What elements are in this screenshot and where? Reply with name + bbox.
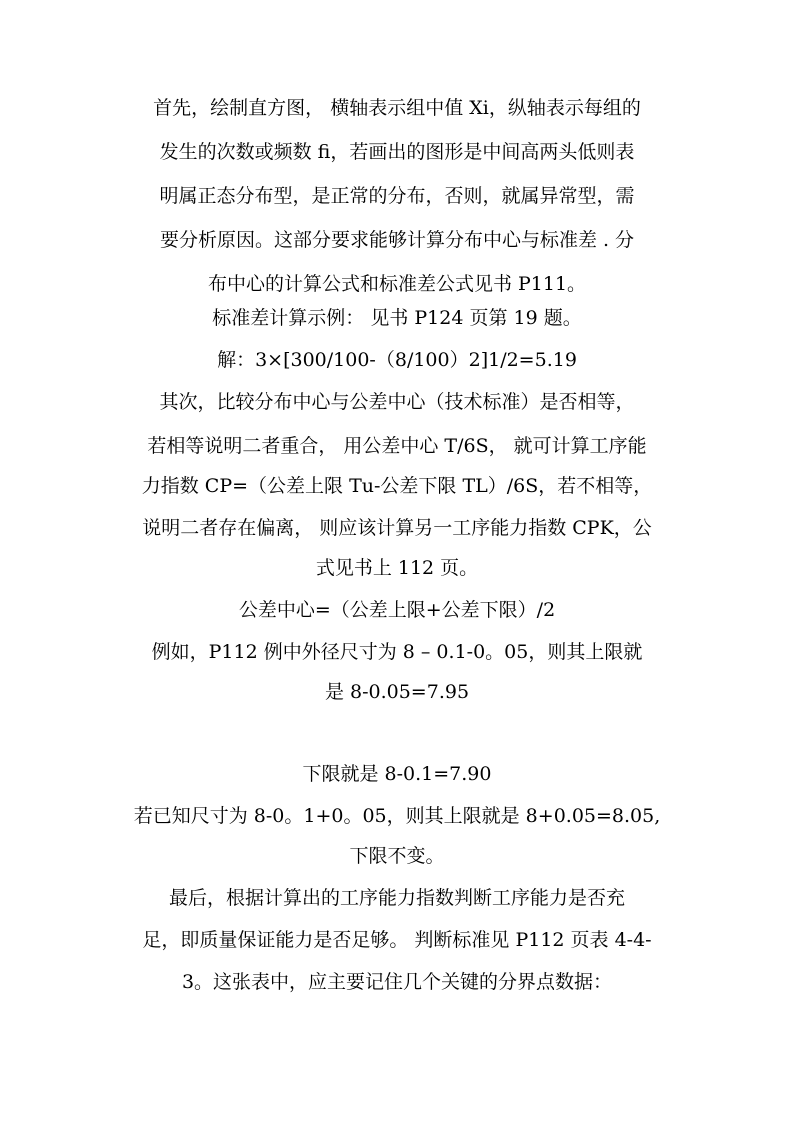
text-line-20: 足，即质量保证能力是否足够。 判断标准见 P112 页表 4-4- (142, 929, 652, 951)
text-line-3: 明属正态分布型，是正常的分布，否则，就属异常型，需 (159, 185, 635, 207)
text-line-4: 要分析原因。这部分要求能够计算分布中心与标准差 . 分 (159, 229, 635, 251)
text-line-2: 发生的次数或频数 fi，若画出的图形是中间高两头低则表 (159, 141, 635, 163)
text-line-10: 力指数 CP=（公差上限 Tu-公差下限 TL）/6S，若不相等， (141, 475, 653, 497)
text-line-5: 布中心的计算公式和标准差公式见书 P111。 (207, 273, 587, 295)
text-line-18: 下限不变。 (349, 845, 445, 867)
text-line-9: 若相等说明二者重合， 用公差中心 T/6S， 就可计算工序能 (147, 435, 647, 457)
text-line-15: 是 8-0.05=7.95 (324, 681, 470, 703)
text-line-7: 解：3×[300/100-（8/100）2]1/2=5.19 (217, 349, 577, 371)
text-line-12: 式见书上 112 页。 (315, 557, 479, 579)
text-line-8: 其次，比较分布中心与公差中心（技术标准）是否相等， (159, 391, 635, 413)
text-line-13: 公差中心=（公差上限+公差下限）/2 (238, 599, 556, 621)
text-line-6: 标准差计算示例： 见书 P124 页第 19 题。 (212, 307, 582, 329)
text-line-19: 最后，根据计算出的工序能力指数判断工序能力是否充 (168, 887, 625, 909)
text-line-16: 下限就是 8-0.1=7.90 (302, 763, 492, 785)
text-line-1: 首先，绘制直方图， 横轴表示组中值 Xi，纵轴表示每组的 (153, 97, 641, 119)
text-line-14: 例如，P112 例中外径尺寸为 8 – 0.1-0。05，则其上限就 (151, 641, 643, 663)
text-line-17: 若已知尺寸为 8-0。1+0。05，则其上限就是 8+0.05=8.05, (133, 805, 661, 827)
text-line-21: 3。这张表中，应主要记住几个关键的分界点数据： (181, 971, 613, 993)
text-line-11: 说明二者存在偏离， 则应该计算另一工序能力指数 CPK，公 (142, 517, 652, 539)
